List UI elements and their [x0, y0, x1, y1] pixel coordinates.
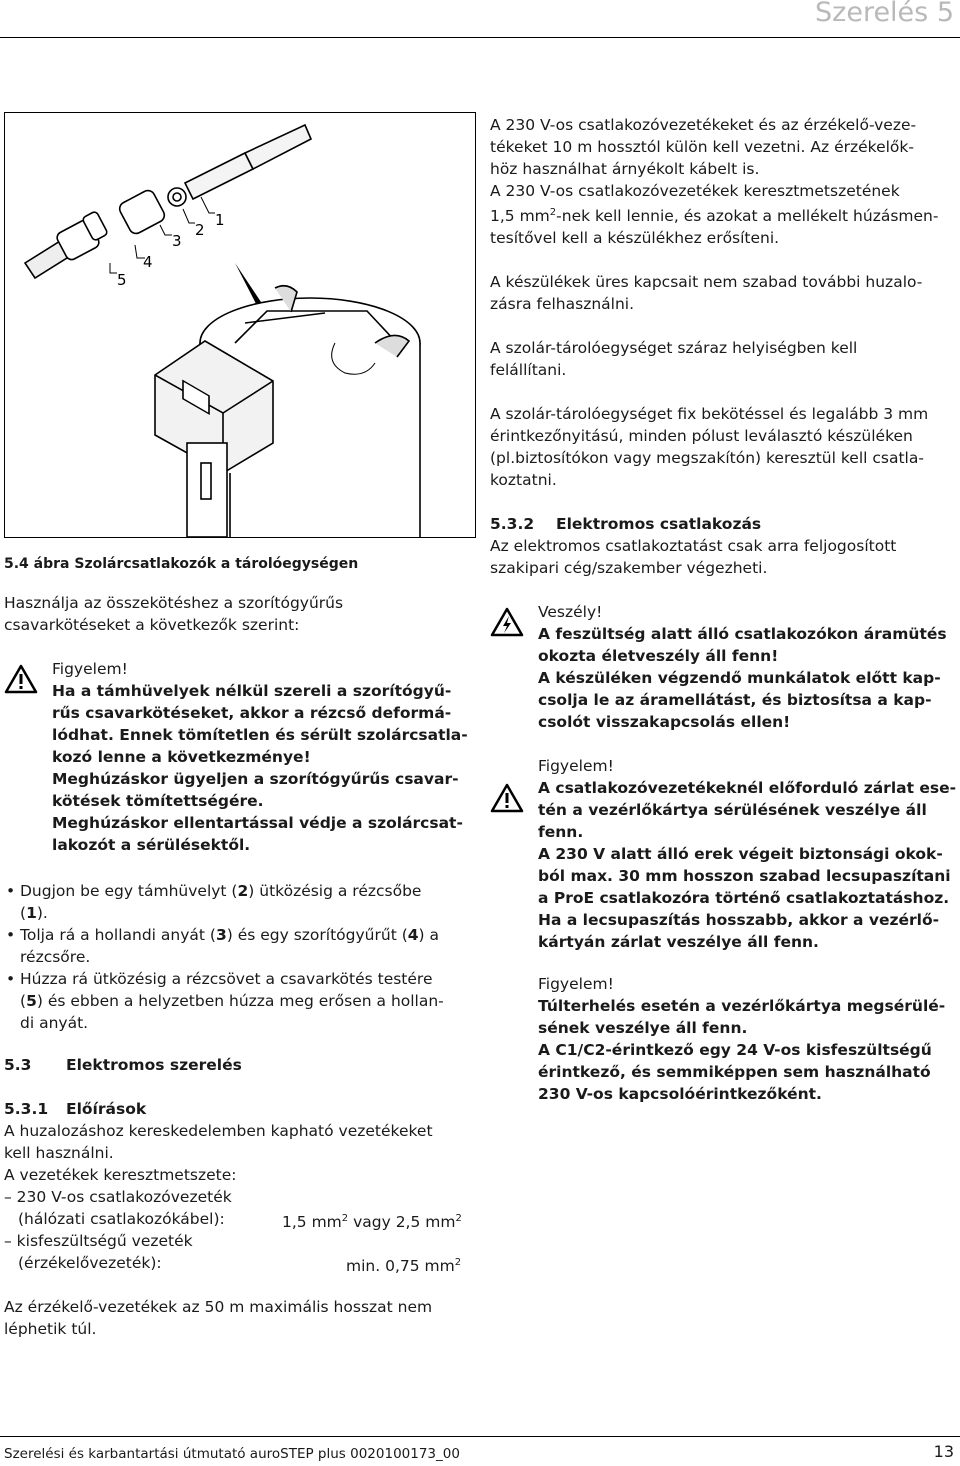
right-para-4: (pl.biztosítókon vagy megszakítón) keresztül kell csatla-: [490, 449, 924, 468]
right-para-1: tesítővel kell a készülékhez erősíteni.: [490, 229, 780, 248]
cross-section-label: A vezetékek keresztmetszete:: [4, 1166, 237, 1184]
danger-line: csolja le az áramellátást, és biztosítsa a kap-: [538, 691, 932, 710]
sensor-length-text: Az érzékelő-vezetékek az 50 m maximális hosszat nem: [4, 1298, 433, 1316]
warning-1-title: Figyelem!: [52, 660, 128, 678]
left-column: [4, 592, 480, 1340]
warning-2-line: a ProE csatlakozóra történő csatlakoztatáshoz.: [538, 889, 950, 908]
right-para-3: felállítani.: [490, 361, 567, 380]
cable-item-1-detail: (hálózati csatlakozókábel): 1,5 $mm^2$ vagy 2,5 $mm^2$: [18, 1210, 462, 1232]
right-para-4: koztatni.: [490, 471, 557, 490]
solar-storage-illustration: [5, 113, 475, 537]
right-para-1: 1,5 $mm^2$-nek kell lennie, és azokat a mellékelt húzásmen-: [490, 207, 939, 226]
danger-line: A feszültség alatt álló csatlakozókon áramütés: [538, 625, 947, 644]
warning-3-line: 230 V-os kapcsolóérintkezőként.: [538, 1085, 822, 1104]
rules-text: kell használni.: [4, 1144, 114, 1162]
footer-page-number: 13: [933, 1442, 954, 1461]
warning-2-line: ból max. 30 mm hosszon szabad lecsupaszítani: [538, 867, 951, 886]
right-para-1: A 230 V-os csatlakozóvezetékeket és az érzékelő-veze-: [490, 116, 917, 134]
section-header-title: Szerelés 5: [815, 0, 954, 28]
right-para-4: A szolár-tárolóegységet fix bekötéssel és legalább 3 mm: [490, 405, 929, 424]
warning-3-line: Túlterhelés esetén a vezérlőkártya megsérülé-: [538, 997, 946, 1016]
danger-title: Veszély!: [538, 603, 603, 622]
warning-box-1: [4, 658, 480, 856]
warning-2-line: tén a vezérlőkártya sérülésének veszélye áll: [538, 801, 927, 820]
section-heading-5-3-2: 5.3.2 Elektromos csatlakozás: [490, 515, 762, 534]
warning-box-2: [490, 755, 958, 953]
warning-2-line: A csatlakozóvezetékeknél előforduló zárlat ese-: [538, 779, 957, 798]
right-para-5: szakipari cég/szakember végezheti.: [490, 559, 768, 578]
warning-3-line: érintkező, és semmiképpen sem használható: [538, 1063, 931, 1082]
header-rule: [0, 37, 960, 38]
right-para-1: höz használhat árnyékolt kábelt is.: [490, 160, 760, 178]
cable-item-2-detail: (érzékelővezeték): min. 0,75 $mm^2$: [18, 1254, 462, 1276]
cable-item-2: – kisfeszültségű vezeték: [4, 1232, 193, 1250]
electric-hazard-icon: [490, 607, 524, 637]
right-para-5: Az elektromos csatlakoztatást csak arra feljogosított: [490, 537, 897, 556]
cable-item-1: – 230 V-os csatlakozóvezeték: [4, 1188, 232, 1206]
danger-line: A készüléken végzendő munkálatok előtt kap-: [538, 669, 941, 688]
right-para-1: tékeket 10 m hossztól külön kell vezetni. Az érzékelők-: [490, 138, 914, 156]
warning-3-line: A C1/C2-érintkező egy 24 V-os kisfeszültségű: [538, 1041, 932, 1060]
warning-3-title: Figyelem!: [538, 975, 614, 994]
callout-1: 1: [215, 211, 225, 229]
warning-2-line: kártyán zárlat veszélye áll fenn.: [538, 933, 819, 952]
sensor-length-text: léphetik túl.: [4, 1320, 97, 1338]
list-item: • Húzza rá ütközésig a rézcsövet a csavarkötés testére (5) és ebben a helyzetben húzza meg erősen a hollan- di anyát.: [4, 968, 480, 1034]
warning-1-line: Meghúzáskor ellentartással védje a szolárcsat-: [52, 814, 463, 832]
figure-solar-connectors: [4, 112, 476, 538]
callout-3: 3: [172, 232, 182, 250]
warning-3-line: sének veszélye áll fenn.: [538, 1019, 748, 1038]
list-item: • Dugjon be egy támhüvelyt (2) ütközésig a rézcsőbe (1).: [4, 880, 480, 924]
warning-2-line: Ha a lecsupaszítás hosszabb, akkor a vezérlő-: [538, 911, 940, 930]
warning-box-3: [490, 973, 958, 1105]
right-para-4: érintkezőnyitású, minden pólust leválasztó készüléken: [490, 427, 913, 446]
intro-text: Használja az összekötéshez a szorítógyűrűs csavarkötéseket a következők szerint:: [4, 594, 344, 634]
warning-1-line: Ha a támhüvelyek nélkül szereli a szorítógyű-: [52, 682, 452, 700]
callout-5: 5: [117, 271, 127, 289]
warning-1-line: kozó lenne a következménye!: [52, 748, 311, 766]
section-heading-5-3: 5.3 Elektromos szerelés: [4, 1056, 242, 1074]
right-para-2: A készülékek üres kapcsait nem szabad további huzalo-: [490, 273, 923, 292]
right-para-1: A 230 V-os csatlakozóvezetékek keresztmetszetének: [490, 182, 900, 200]
right-para-2: zásra felhasználni.: [490, 295, 635, 314]
figure-caption: 5.4 ábra Szolárcsatlakozók a tárolóegységen: [4, 556, 359, 572]
callout-4: 4: [143, 253, 153, 271]
list-item: • Tolja rá a hollandi anyát (3) és egy szorítógyűrűt (4) a rézcsőre.: [4, 924, 480, 968]
warning-triangle-icon: [4, 664, 38, 694]
callout-2: 2: [195, 221, 205, 239]
warning-1-line: kötések tömítettségére.: [52, 792, 264, 810]
danger-box: [490, 601, 958, 733]
warning-2-line: fenn.: [538, 823, 584, 842]
right-para-3: A szolár-tárolóegységet száraz helyiségben kell: [490, 339, 858, 358]
right-column: [490, 114, 958, 1105]
warning-triangle-icon: [490, 783, 524, 813]
warning-1-line: lódhat. Ennek tömítetlen és sérült szolárcsatla-: [52, 726, 468, 744]
warning-2-title: Figyelem!: [538, 757, 614, 776]
danger-line: okozta életveszély áll fenn!: [538, 647, 779, 666]
warning-1-line: rűs csavarkötéseket, akkor a rézcső deformá-: [52, 704, 452, 722]
warning-1-line: lakozót a sérülésektől.: [52, 836, 251, 854]
warning-2-line: A 230 V alatt álló erek végeit biztonsági okok-: [538, 845, 943, 864]
footer-document-title: Szerelési és karbantartási útmutató auroSTEP plus 0020100173_00: [4, 1446, 460, 1462]
instruction-list: [4, 880, 480, 1034]
section-heading-5-3-1: 5.3.1 Előírások: [4, 1100, 147, 1118]
footer-rule: [0, 1436, 960, 1437]
rules-text: A huzalozáshoz kereskedelemben kapható vezetékeket: [4, 1122, 433, 1140]
danger-line: csolót visszakapcsolás ellen!: [538, 713, 791, 732]
warning-1-line: Meghúzáskor ügyeljen a szorítógyűrűs csavar-: [52, 770, 459, 788]
